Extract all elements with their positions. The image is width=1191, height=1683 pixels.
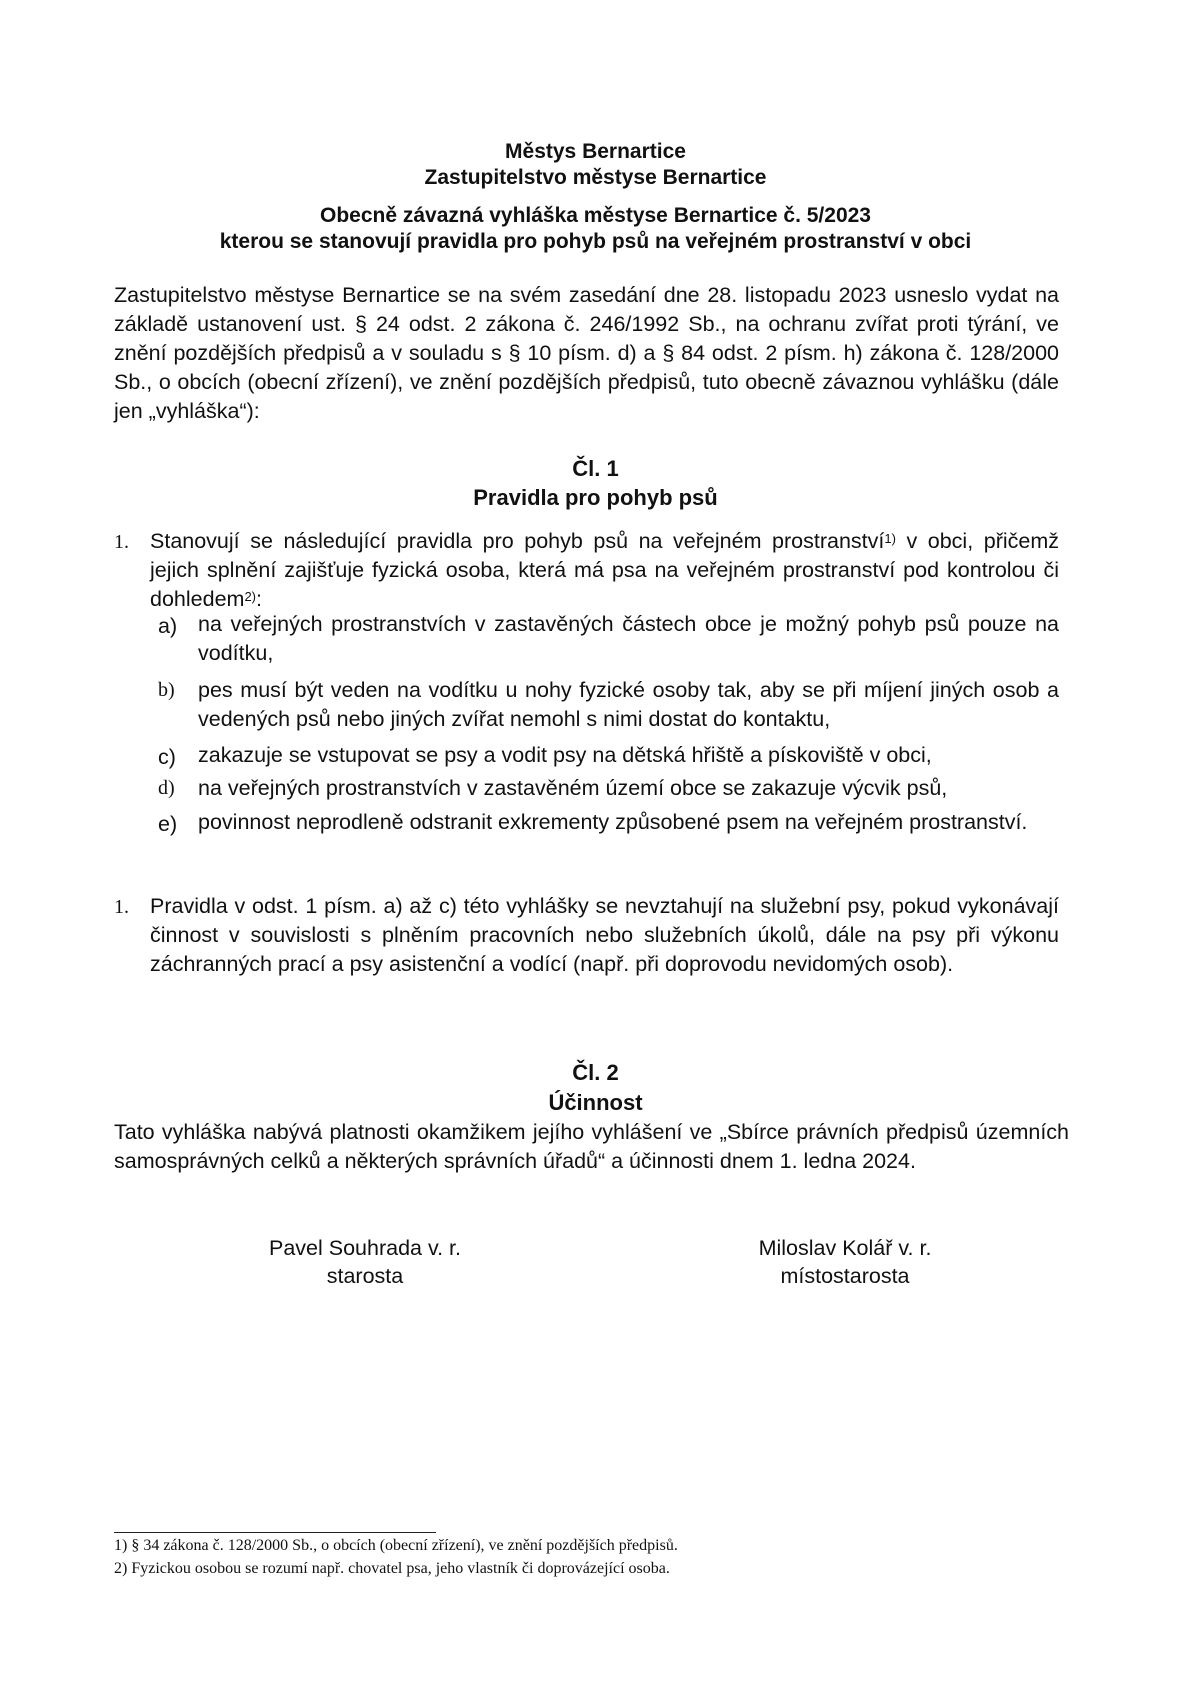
- article-1-title: Pravidla pro pohyb psů: [473, 485, 718, 510]
- paragraph-marker: 1.: [114, 531, 129, 553]
- footnote-ref-1: 1): [884, 531, 896, 546]
- paragraph-marker: 1.: [114, 896, 129, 918]
- list-item: povinnost neprodleně odstranit exkrementy způsobené psem na veřejném prostranství.: [198, 810, 1028, 834]
- footnote-ref-2: 2): [244, 589, 256, 604]
- municipality-name: Městys Bernartice: [505, 140, 686, 163]
- list-item: pes musí být veden na vodítku u nohy fyzické osoby tak, aby se při míjení jiných osob a vedených psů nebo jiných zvířat nemohl s nimi dostat do kontaktu,: [198, 678, 1059, 731]
- decree-subtitle: kterou se stanovují pravidla pro pohyb psů na veřejném prostranství v obci: [219, 230, 972, 253]
- paragraph-1-text-c: :: [256, 587, 262, 611]
- article-2-title: Účinnost: [548, 1090, 643, 1115]
- item-marker: b): [158, 679, 175, 701]
- item-marker: a): [158, 614, 178, 638]
- effectivity-paragraph: Tato vyhláška nabývá platnosti okamžikem jejího vyhlášení ve „Sbírce právních předpisů územních samosprávných celků a některých správních úřadů“ a účinnosti dnem 1. ledna 2024.: [114, 1120, 1069, 1173]
- item-marker: c): [158, 745, 176, 769]
- list-item: zakazuje se vstupovat se psy a vodit psy na dětská hřiště a pískoviště v obci,: [198, 743, 932, 767]
- signature-mayor: [230, 1234, 500, 1290]
- council-name: Zastupitelstvo městyse Bernartice: [424, 166, 767, 189]
- list-item: na veřejných prostranstvích v zastavěných částech obce je možný pohyb psů pouze na vodítku,: [198, 612, 1059, 665]
- article-2-number: Čl. 2: [572, 1060, 619, 1085]
- footnote-divider: [114, 1532, 436, 1533]
- paragraph-1-text-a: Stanovují se následující pravidla pro pohyb psů na veřejném prostranství: [150, 529, 885, 553]
- list-item: na veřejných prostranstvích v zastavěném území obce se zakazuje výcvik psů,: [198, 776, 948, 800]
- signatory-role: místostarosta: [780, 1264, 910, 1288]
- paragraph-2: Pravidla v odst. 1 písm. a) až c) této vyhlášky se nevztahují na služební psy, pokud vykonávají činnost v souvislosti s plněním pracovních nebo služebních úkolů, dále na psy při výkonu záchranných prací a psy asistenční a vodící (např. při doprovodu nevidomých osob).: [150, 894, 1059, 976]
- decree-title: Obecně závazná vyhláška městyse Bernartice č. 5/2023: [319, 204, 871, 227]
- article-1-number: Čl. 1: [572, 456, 619, 481]
- signatory-name: Pavel Souhrada v. r.: [268, 1236, 462, 1260]
- item-marker: e): [158, 812, 178, 836]
- signatory-role: starosta: [326, 1264, 404, 1288]
- paragraph-1-text-b: v obci, přičemž jejich splnění zajišťuje fyzická osoba, která má psa na veřejném prostranství pod kontrolou či dohledem: [150, 529, 1059, 611]
- paragraph-1: [150, 527, 1059, 614]
- intro-paragraph: Zastupitelstvo městyse Bernartice se na svém zasedání dne 28. listopadu 2023 usneslo vydat na základě ustanovení ust. § 24 odst. 2 zákona č. 246/1992 Sb., na ochranu zvířat proti týrání, ve znění pozdějších předpisů a v souladu s § 10 písm. d) a § 84 odst. 2 písm. h) zákona č. 128/2000 Sb., o obcích (obecní zřízení), ve znění pozdějších předpisů, tuto obecně závaznou vyhlášku (dále jen „vyhláška“):: [114, 283, 1059, 423]
- footnote-2: 2) Fyzickou osobou se rozumí např. chovatel psa, jeho vlastník či doprovázející osoba.: [114, 1560, 670, 1577]
- footnote-1: 1) § 34 zákona č. 128/2000 Sb., o obcích (obecní zřízení), ve znění pozdějších předpisů.: [114, 1537, 678, 1554]
- signatory-name: Miloslav Kolář v. r.: [758, 1236, 932, 1260]
- signature-deputy-mayor: [710, 1234, 980, 1290]
- item-marker: d): [158, 777, 175, 799]
